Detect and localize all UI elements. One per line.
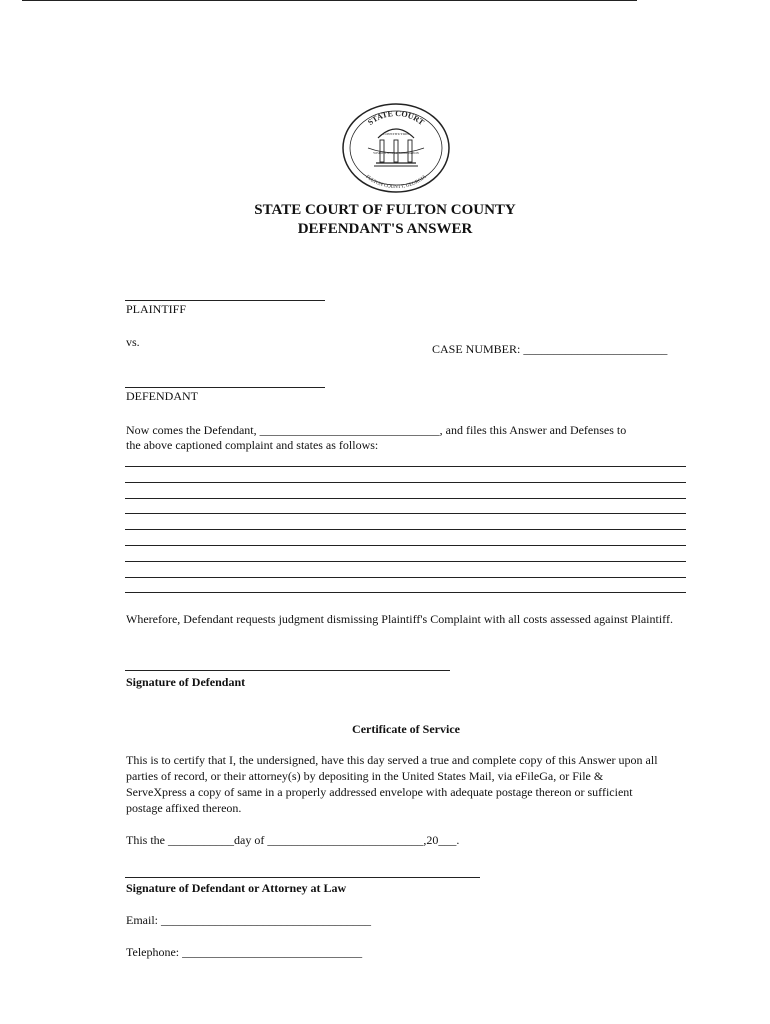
vs-label: vs. [126,335,140,349]
answer-line[interactable] [125,529,686,530]
email-field[interactable]: Email: ___________________________________ [126,913,371,927]
answer-line[interactable] [125,577,686,578]
date-line[interactable]: This the ___________day of __________________________,20___. [126,833,460,847]
plaintiff-label: PLAINTIFF [126,302,187,316]
seal-top-text: STATE COURT [366,108,426,128]
attorney-signature-label: Signature of Defendant or Attorney at Law [126,881,347,895]
seal-bottom-text: FULTON COUNTY, GEORGIA [364,174,428,191]
intro-text-start: Now comes the Defendant, [126,423,260,437]
court-seal [340,102,452,194]
defendant-label: DEFENDANT [126,389,198,403]
certificate-paragraph: This is to certify that I, the undersigned, have this day served a true and complete copy of this Answer upon all parties of record, or their attorney(s) by depositing in the United States Mail, via eFileGa, or File & ServeXpress a copy of same in a properly addressed envelope with adequate postage thereon or sufficient postage affixed thereon. [126,753,658,815]
answer-line[interactable] [125,482,686,483]
document-title: DEFENDANT'S ANSWER [297,221,473,237]
answer-line[interactable] [125,513,686,514]
answer-line[interactable] [125,592,686,593]
court-title: STATE COURT OF FULTON COUNTY [254,202,516,218]
top-border-line [22,0,637,1]
telephone-field[interactable]: Telephone: ______________________________ [126,945,363,959]
intro-text-end: , and files this Answer and Defenses to [439,423,627,437]
defendant-name-blank[interactable]: ______________________________ [259,423,440,437]
seal-banner-text: WISDOM JUSTICE MODERATION [373,151,419,155]
wherefore-paragraph: Wherefore, Defendant requests judgment dismissing Plaintiff's Complaint with all costs assessed against Plaintiff. [126,612,673,626]
signature-label: Signature of Defendant [126,675,246,689]
answer-line[interactable] [125,561,686,562]
answer-line[interactable] [125,545,686,546]
seal-inner-text: CONSTITUTION [383,132,409,136]
answer-line[interactable] [125,466,686,467]
intro-line-2: the above captioned complaint and states as follows: [126,438,379,452]
attorney-signature-line[interactable] [125,877,480,878]
defendant-signature-line[interactable] [125,670,450,671]
answer-line[interactable] [125,498,686,499]
case-number-field[interactable]: CASE NUMBER: ________________________ [432,342,668,356]
certificate-title: Certificate of Service [352,722,460,736]
intro-line-1 [126,422,626,438]
svg-text:STATE COURT [366,109,426,127]
